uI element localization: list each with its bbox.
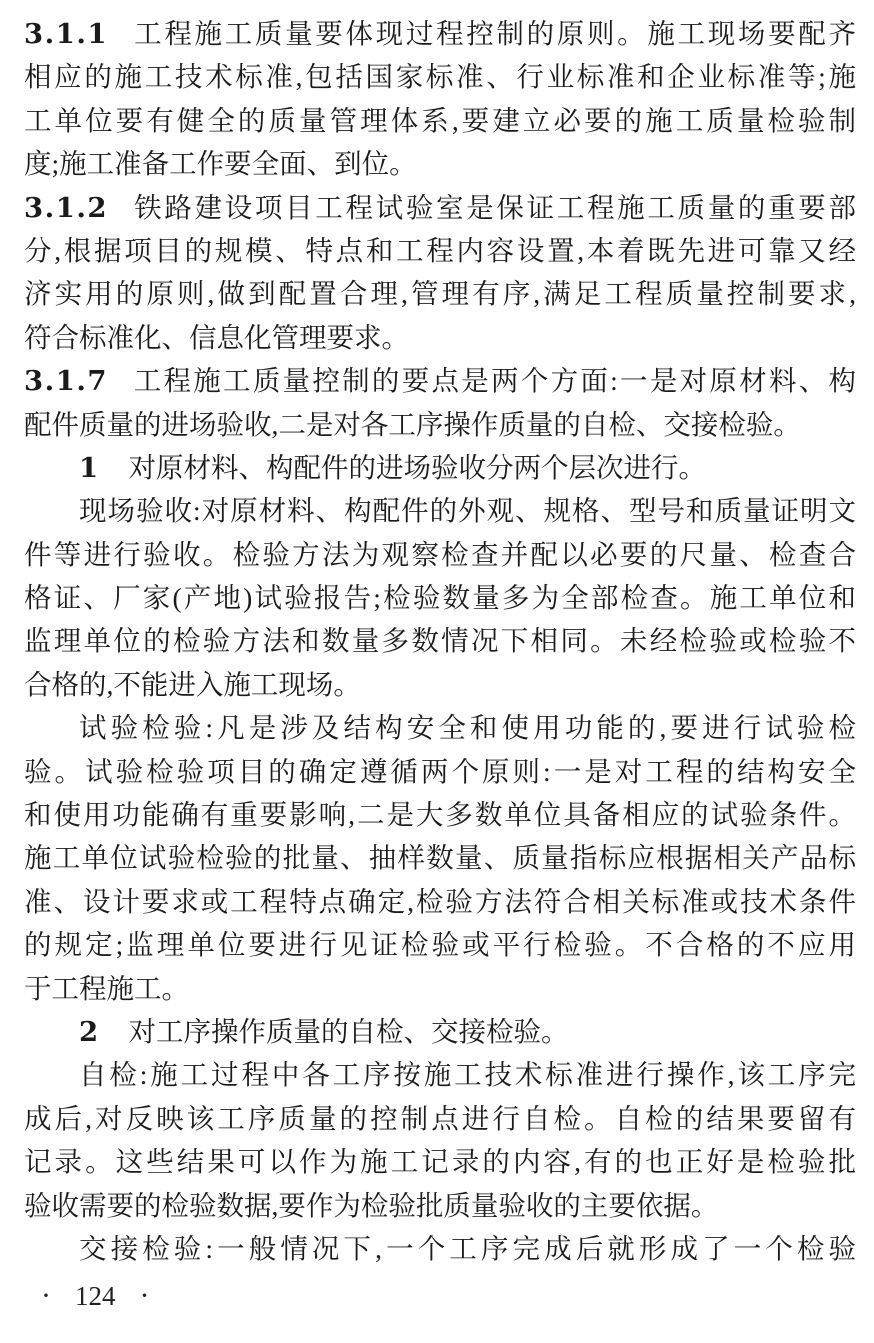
text-line: 验。试验检验项目的确定遵循两个原则:一是对工程的结构安全 [24, 755, 856, 787]
document-body [24, 12, 856, 1270]
text-line: 度;施工准备工作要全面、到位。 [24, 148, 417, 180]
item-number: 2 [79, 1015, 100, 1048]
text-line: 符合标准化、信息化管理要求。 [24, 321, 409, 353]
text-line: 济实用的原则,做到配置合理,管理有序,满足工程质量控制要求, [24, 278, 856, 310]
text-line: 格证、厂家(产地)试验报告;检验数量多为全部检查。施工单位和 [24, 582, 856, 614]
clause-number: 3.1.1 [24, 18, 109, 50]
paragraph-3.1.2 [24, 186, 856, 360]
item-number: 1 [79, 451, 100, 484]
paragraph [24, 489, 856, 706]
text-line: 分,根据项目的规模、特点和工程内容设置,本着既先进可靠又经 [24, 234, 856, 266]
clause-number: 3.1.7 [24, 365, 109, 398]
text-line: 相应的施工技术标准,包括国家标准、行业标准和企业标准等;施 [24, 61, 856, 93]
text-line: 试验检验:凡是涉及结构安全和使用功能的,要进行试验检 [79, 712, 856, 744]
text-line: 2 对工序操作质量的自检、交接检验。 [79, 1015, 569, 1048]
paragraph-3.1.7 [24, 359, 856, 446]
footer-dot-left: · [41, 1279, 51, 1313]
text-line: 合格的,不能进入施工现场。 [24, 668, 361, 700]
text-line: 验收需要的检验数据,要作为检验批质量验收的主要依据。 [24, 1189, 719, 1221]
text-line: 工单位要有健全的质量管理体系,要建立必要的施工质量检验制 [24, 104, 856, 136]
text-line: 记录。这些结果可以作为施工记录的内容,有的也正好是检验批 [24, 1146, 856, 1178]
page-footer [24, 1279, 856, 1313]
text-line: 现场验收:对原材料、构配件的外观、规格、型号和质量证明文 [79, 495, 856, 527]
text-line: 于工程施工。 [24, 972, 189, 1004]
text-line: 成后,对反映该工序质量的控制点进行自检。自检的结果要留有 [24, 1102, 856, 1134]
text-line: 交接检验:一般情况下,一个工序完成后就形成了一个检验 [79, 1232, 856, 1264]
paragraph [24, 706, 856, 1010]
text-line: 的规定;监理单位要进行见证检验或平行检验。不合格的不应用 [24, 929, 856, 961]
text-line: 件等进行验收。检验方法为观察检查并配以必要的尺量、检查合 [24, 538, 856, 570]
text-line: 施工单位试验检验的批量、抽样数量、质量指标应根据相关产品标 [24, 842, 856, 874]
text-line: 监理单位的检验方法和数量多数情况下相同。未经检验或检验不 [24, 625, 856, 657]
text-line: 3.1.2 铁路建设项目工程试验室是保证工程施工质量的重要部 [24, 191, 856, 224]
text-line: 3.1.1 工程施工质量要体现过程控制的原则。施工现场要配齐 [24, 18, 856, 50]
text-line: 3.1.7 工程施工质量控制的要点是两个方面:一是对原材料、构 [24, 365, 856, 398]
paragraph-2 [24, 1010, 856, 1053]
text-line: 1 对原材料、构配件的进场验收分两个层次进行。 [79, 451, 707, 484]
footer-dot-right: · [139, 1279, 150, 1313]
paragraph [24, 1227, 856, 1270]
paragraph-1 [24, 446, 856, 489]
text-line: 配件质量的进场验收,二是对各工序操作质量的自检、交接检验。 [24, 408, 801, 440]
paragraph-3.1.1 [24, 12, 856, 186]
paragraph [24, 1053, 856, 1227]
footer-page-number: 124 [75, 1281, 116, 1312]
text-line: 自检:施工过程中各工序按施工技术标准进行操作,该工序完 [79, 1059, 856, 1091]
text-line: 和使用功能确有重要影响,二是大多数单位具备相应的试验条件。 [24, 799, 856, 831]
text-line: 准、设计要求或工程特点确定,检验方法符合相关标准或技术条件 [24, 885, 856, 917]
clause-number: 3.1.2 [24, 191, 109, 224]
